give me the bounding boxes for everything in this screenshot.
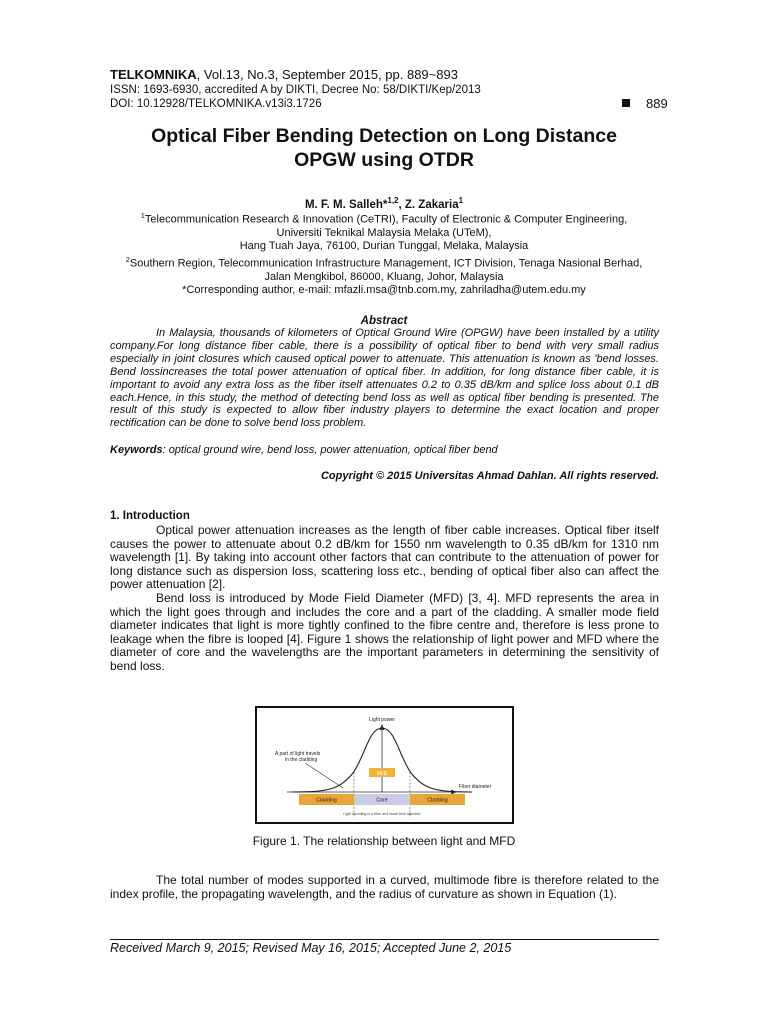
corresponding-author: *Corresponding author, e-mail: mfazli.msa@tnb.com.my, zahriladha@utem.edu.my [182,283,586,296]
keywords: Keywords: optical ground wire, bend loss, power attenuation, optical fiber bend [110,444,498,456]
abstract-text: In Malaysia, thousands of kilometers of Optical Ground Wire (OPGW) have been installed by a utility company.For long distance fiber cable, there is a possibility of optical fiber to bend with very small radius especially in joint closures which caused optical power to attenuate. This attenuation is known as 'bend losses. Bend lossincreases the total power attenuation of optical fiber. In addition, for long distance fiber cable, it is important to avoid any extra loss as the fiber itself attenuates 0.2 to 0.35 dB/km and splice loss about 0.1 dB each.Hence, in this study, the method of detecting bend loss as well as optical fiber bending is presented. The result of this study is expected to allow fiber industry players to determine the exact location and proper rectification can be done to solve bend loss problem. [110,327,659,430]
cladding-right-label: Cladding [427,797,448,804]
cladding-left-label: Cladding [316,797,337,804]
square-bullet-icon [622,99,630,107]
received-dates: Received March 9, 2015; Revised May 16, 2015; Accepted June 2, 2015 [110,941,512,955]
arrow-up-icon [380,724,385,730]
page-number: 889 [622,96,668,111]
journal-name: TELKOMNIKA [110,67,197,82]
diagram-footnote: Light travelling in a fiber and mode field diameter [343,812,421,816]
paragraph: Bend loss is introduced by Mode Field Diameter (MFD) [3, 4]. MFD represents the area in which the light goes through and includes the core and a part of the cladding. A smaller mode field diameter indicates that light is more tightly confined to the fibre centre and, therefore is less prone to leakage when the fibre is looped [4]. Figure 1 shows the relationship of light power and MFD where the diameter of core and the wavelengths are the important parameters in determining the sensitivity of bend loss. [110,590,659,673]
cladding-note-line2: in the cladding [285,757,318,763]
fiber-diameter-label: Fiber diameter [459,784,492,790]
paragraph: Optical power attenuation increases as the length of fiber cable increases. Optical fiber itself causes the power to attenuate about 0.2 dB/km for 1550 nm wavelength to 0.35 dB/km for 1310 nm wavelength [1]. By taking into account other factors that can contribute to the attenuation of power for long distance such as dispersion loss, scattering loss etc., bending of optical fiber also can affect the power attenuation [2]. [110,523,659,592]
paper-title: Optical Fiber Bending Detection on Long Distance OPGW using OTDR [151,125,617,171]
figure-1-image [255,706,514,824]
mfd-label: MFD [376,770,388,777]
doi-line: DOI: 10.12928/TELKOMNIKA.v13i3.1726 [110,98,322,110]
affiliations: $^1$Telecommunication Research & Innovation (CeTRI), Faculty of Electronic & Computer Engineering, Universiti Teknikal Malaysia Melaka (UTeM), Hang Tuah Jaya, 76100, Durian Tunggal, Melaka, Malaysia $^2$Southern Region, Telecommunication Infrastructure Management, ICT Division, Tenaga Nasional Berhad, Jalan Mengkibol, 86000, Kluang, Johor, Malaysia *Corresponding author, e-mail: mfazli.msa@tnb.com.my, zahriladha@utem.edu.my [100,209,668,297]
callout-line [305,763,343,788]
figure-caption: Figure 1. The relationship between light and MFD [252,834,516,848]
author-list: M. F. M. Salleh*$^{1,2}$, Z. Zakaria$^1$ [304,196,464,211]
paragraph: The total number of modes supported in a curved, multimode fibre is therefore related to the index profile, the propagating wavelength, and the radius of curvature as shown in Equation (1). [110,873,659,901]
core-label: Core [376,797,388,804]
issn-line: ISSN: 1693-6930, accredited A by DIKTI, Decree No: 58/DIKTI/Kep/2013 [110,84,481,96]
introduction-body [110,524,659,674]
mfd-diagram [257,708,512,822]
light-power-label: Light power [369,717,395,723]
copyright-notice: Copyright © 2015 Universitas Ahmad Dahlan. All rights reserved. [320,470,659,482]
body-paragraph-3 [110,874,659,901]
footer-rule [110,939,659,940]
volume-info: , Vol.13, No.3, September 2015, pp. 889~893 [196,67,458,82]
cladding-note-line1: A part of light travels [275,751,321,757]
section-heading: 1. Introduction [110,510,190,522]
journal-header [110,66,481,111]
abstract-heading: Abstract [360,315,408,327]
